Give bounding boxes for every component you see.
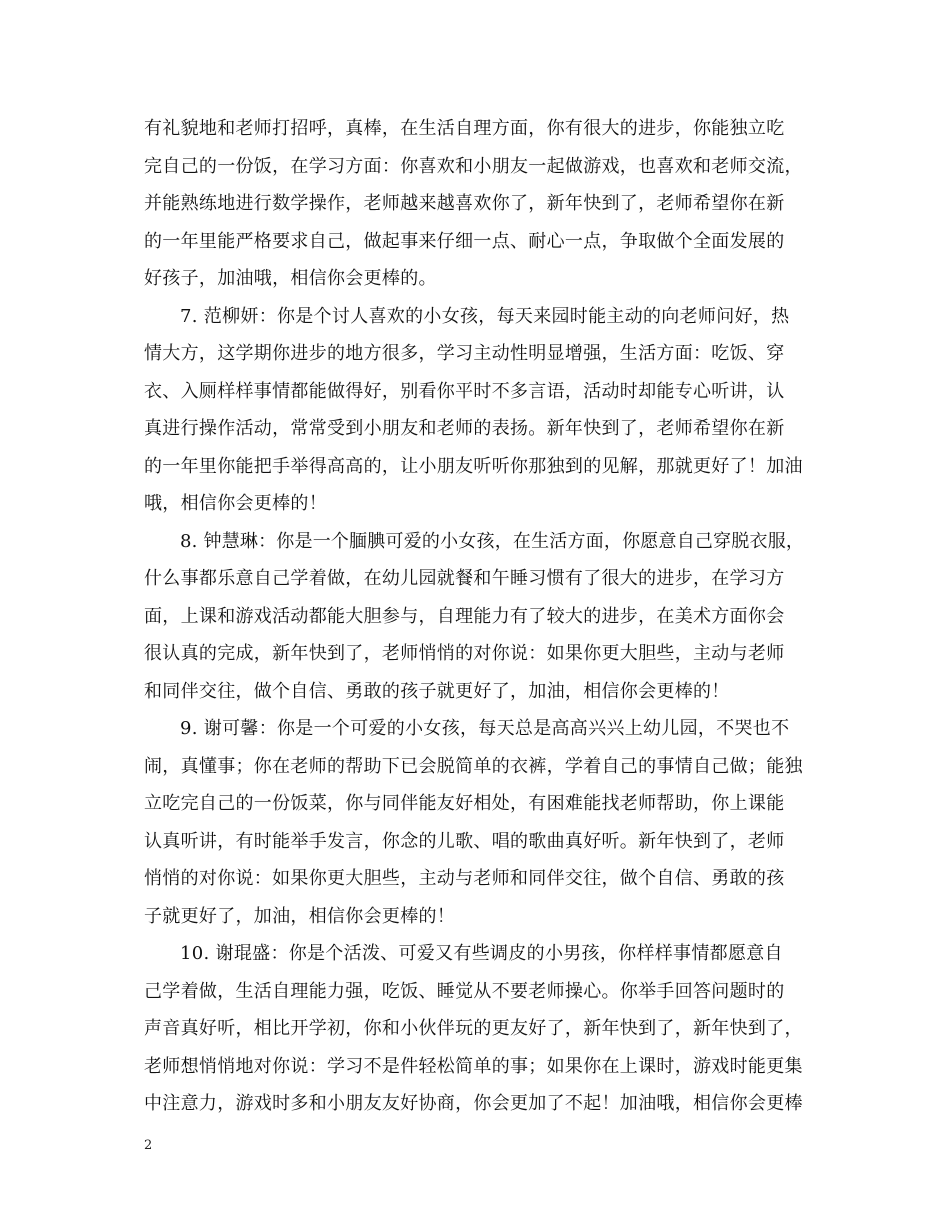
text-line: 悄悄的对你说：如果你更大胆些，主动与老师和同伴交往，做个自信、勇敢的孩: [144, 868, 785, 889]
page-number: 2: [144, 1138, 153, 1153]
text-line: 什么事都乐意自己学着做，在幼儿园就餐和午睡习惯有了很大的进步，在学习方: [144, 568, 785, 589]
text-line: 立吃完自己的一份饭菜，你与同伴能友好相处，有困难能找老师帮助，你上课能: [144, 793, 785, 814]
text-line: 面，上课和游戏活动都能大胆参与，自理能力有了较大的进步，在美术方面你会: [144, 605, 785, 627]
text-line: 并能熟练地进行数学操作，老师越来越喜欢你了，新年快到了，老师希望你在新: [144, 193, 785, 214]
text-line: 己学着做，生活自理能力强，吃饭、睡觉从不要老师操心。你举手回答问题时的: [144, 980, 785, 1002]
paragraph-item-8: [144, 523, 804, 711]
text-line: 的一年里你能把手举得高高的，让小朋友听听你那独到的见解，那就更好了！加油: [144, 455, 803, 477]
text-line: 闹，真懂事；你在老师的帮助下已会脱简单的衣裤，学着自己的事情自己做；能独: [144, 755, 803, 777]
text-line: 有礼貌地和老师打招呼，真棒，在生活自理方面，你有很大的进步，你能独立吃: [144, 118, 785, 139]
paragraph-continuation: [144, 110, 804, 298]
text-line: 中注意力，游戏时多和小朋友友好协商，你会更加了不起！加油哦，相信你会更棒: [144, 1093, 803, 1114]
paragraph-item-10: [144, 935, 804, 1123]
text-line: 10. 谢琨盛：你是个活泼、可爱又有些调皮的小男孩，你样样事情都愿意自: [180, 943, 783, 964]
text-line: 衣、入厕样样事情都能做得好，别看你平时不多言语，活动时却能专心听讲，认: [144, 380, 785, 402]
text-line: 和同伴交往，做个自信、勇敢的孩子就更好了，加油，相信你会更棒的！: [144, 680, 730, 702]
paragraph-item-7: [144, 298, 804, 523]
text-line: 子就更好了，加油，相信你会更棒的！: [144, 905, 456, 927]
text-line: 声音真好听，相比开学初，你和小伙伴玩的更友好了，新年快到了，新年快到了，: [144, 1018, 803, 1039]
text-line: 老师想悄悄地对你说：学习不是件轻松简单的事；如果你在上课时，游戏时能更集: [144, 1055, 803, 1077]
text-line: 好孩子，加油哦，相信你会更棒的。: [144, 268, 437, 289]
text-line: 很认真的完成，新年快到了，老师悄悄的对你说：如果你更大胆些，主动与老师: [144, 643, 785, 664]
paragraph-item-9: [144, 710, 804, 935]
text-line: 8. 钟慧琳：你是一个腼腆可爱的小女孩，在生活方面，你愿意自己穿脱衣服，: [180, 530, 805, 552]
text-line: 情大方，这学期你进步的地方很多，学习主动性明显增强，生活方面：吃饭、穿: [144, 343, 785, 364]
text-line: 7. 范柳妍：你是个讨人喜欢的小女孩，每天来园时能主动的向老师问好，热: [180, 305, 790, 327]
body-text: [144, 110, 804, 1123]
text-line: 完自己的一份饭，在学习方面：你喜欢和小朋友一起做游戏，也喜欢和老师交流，: [144, 155, 803, 177]
text-line: 认真听讲，有时能举手发言，你念的儿歌、唱的歌曲真好听。新年快到了，老师: [144, 830, 785, 852]
text-line: 真进行操作活动，常常受到小朋友和老师的表扬。新年快到了，老师希望你在新: [144, 418, 785, 439]
text-line: 9. 谢可馨：你是一个可爱的小女孩，每天总是高高兴兴上幼儿园，不哭也不: [180, 718, 790, 739]
text-line: 的一年里能严格要求自己，做起事来仔细一点、耐心一点，争取做个全面发展的: [144, 230, 785, 252]
text-line: 哦，相信你会更棒的！: [144, 493, 327, 514]
